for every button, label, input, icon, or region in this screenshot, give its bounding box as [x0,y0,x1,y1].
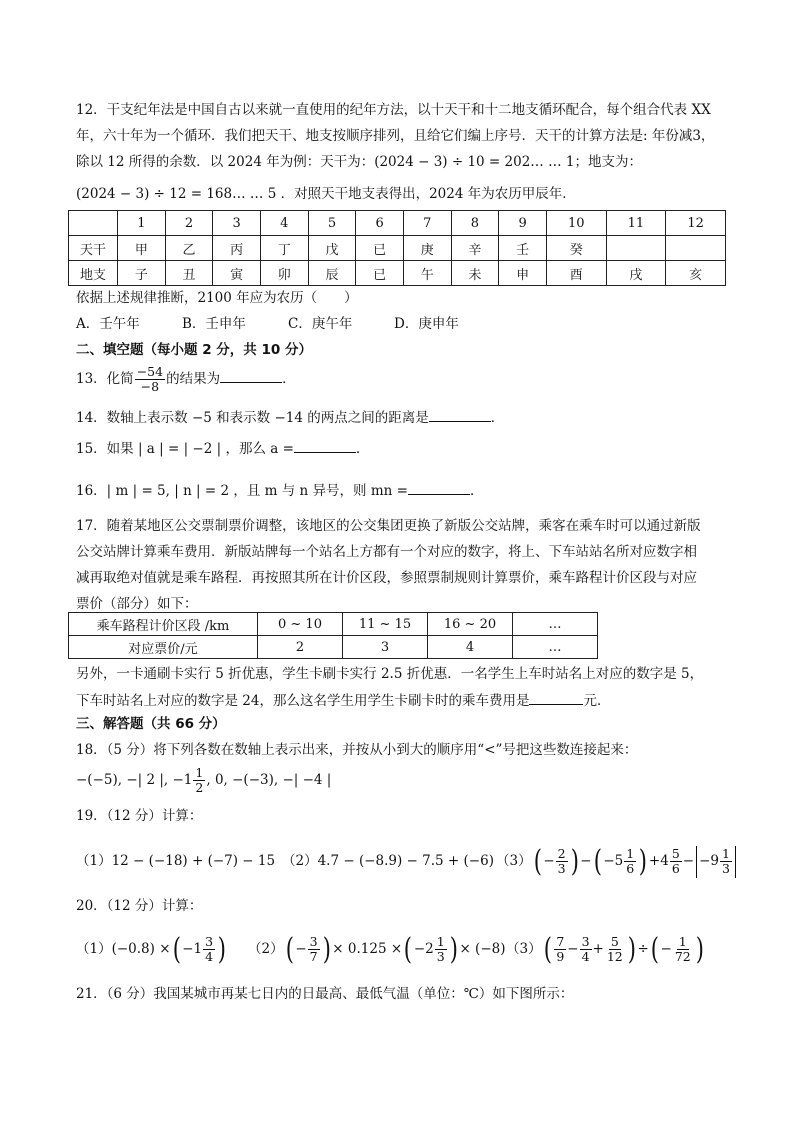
table-cell: 3 [343,636,428,659]
option-b: B．壬申年 [182,316,246,332]
answer-blank[interactable] [408,480,470,495]
part-label: （3） [506,941,542,957]
fraction [580,935,592,964]
table-cell: 未 [451,261,499,286]
table-cell: 9 [499,211,547,236]
table-cell: 对应票价/元 [69,636,258,659]
q17-line6-end: 元． [583,693,611,709]
expr-middle: × 0.125 × [332,941,403,957]
table-cell: 庚 [403,236,451,261]
table-cell: 16 ~ 20 [428,613,513,636]
fraction-denominator: 3 [436,949,445,964]
q19-title: 19．（12 分）计算： [76,808,203,824]
table-cell: 申 [499,261,547,286]
table-cell: 乙 [165,236,213,261]
fraction-denominator: 72 [674,949,691,964]
table-cell [69,211,118,236]
q16-end: ． [469,483,484,499]
fraction-numerator: 1 [678,934,687,949]
q13 [76,364,296,394]
mixed-whole: −1 [182,941,203,957]
fraction-numerator: 7 [556,934,565,949]
fraction [624,847,636,876]
table-cell: 8 [451,211,499,236]
table-cell: 7 [403,211,451,236]
table-cell: 11 ~ 15 [343,613,428,636]
table-cell: 酉 [546,261,606,286]
option-d: D．庚申年 [394,316,459,332]
answer-blank[interactable] [220,368,282,383]
q16 [76,480,483,501]
fraction-numerator: 1 [195,765,204,780]
q14 [76,407,504,428]
section-title-solve: 三、解答题（共 66 分） [76,716,226,732]
q18-expr-part-a: −(−5), −| 2 |, −1 [76,772,193,788]
fraction-denominator: 6 [671,861,680,876]
table-cell [666,236,726,261]
answer-blank[interactable] [529,690,583,705]
q19-part1: （1）12 − (−18) + (−7) − 15 [76,853,276,869]
q13-prefix: 13．化简 [76,371,134,387]
dizhi-row [69,261,726,286]
fare-row-distance [69,613,598,636]
table-cell [606,236,666,261]
table-cell: … [513,636,598,659]
table-cell: 4 [260,211,308,236]
option-a: A．壬午年 [76,316,140,332]
q21-text: 21．（6 分）我国某城市再某七日内的日最高、最低气温（单位：℃）如下图所示： [76,986,574,1002]
table-cell: 乘车路程计价区段 /km [69,613,258,636]
table-cell: … [513,613,598,636]
q17-line2: 公交站牌计算乘车费用．新版站牌每一个站名上方都有一个对应的数字，将上、下车站站名所对应数字相 [76,544,697,560]
table-cell: 已 [356,236,404,261]
q14-end: ． [490,410,505,426]
option-c: C．庚午年 [288,316,353,332]
mixed-whole: +4 [648,853,669,869]
part-label: （2） [248,941,284,957]
q15 [76,438,369,459]
fraction-numerator: 3 [581,934,590,949]
table-cell: 癸 [546,236,606,261]
mixed-whole: −2 [413,941,434,957]
fraction [556,847,568,876]
fraction-denominator: 2 [195,780,204,795]
fraction-denominator: 4 [205,949,214,964]
q12-line4: (2024 − 3) ÷ 12 = 168… … 5 ．对照天干地支表得出，2024 年为农历甲辰年． [76,186,576,202]
q17-line5: 另外，一卡通刷卡实行 5 折优惠，学生卡刷卡实行 2.5 折优惠．一名学生上车时站名上对应的数字是 5， [76,666,704,682]
table-cell: 地支 [69,261,118,286]
fraction-numerator: −54 [136,364,164,379]
answer-blank[interactable] [429,407,491,422]
q12-line1: 12．干支纪年法是中国自古以来就一直使用的纪年方法，以十天干和十二地支循环配合，每个组合代表 XX [76,102,711,118]
q19-part2: （2）4.7 − (−8.9) − 7.5 + (−6) [282,853,494,869]
q18-expr-part-b: , 0, −(−3), −| −4 | [206,772,332,788]
table-cell: 子 [118,261,166,286]
fraction [670,847,682,876]
q20-part2: （2）( − $\frac{3}{7}$ ) × 0.125 ×( −2 $\frac{1}{3}$ ) × (−8) [248,931,506,967]
q13-suffix: 的结果为 [166,371,221,387]
answer-blank[interactable] [294,438,356,453]
fraction-numerator: 2 [557,846,566,861]
ganzhi-table [68,210,726,286]
fraction [308,935,320,964]
table-cell: 丁 [260,236,308,261]
q17-line6 [76,690,610,711]
tiangan-row [69,236,726,261]
fraction [554,935,566,964]
q15-text: 15．如果 | a | = | −2 | ，那么 a = [76,441,294,457]
table-cell: 戌 [606,261,666,286]
table-cell: 1 [118,211,166,236]
mixed-whole: −5 [603,853,624,869]
fraction-numerator: 3 [309,934,318,949]
q17-line6-text: 下车时站名上对应的数字是 24，那么这名学生用学生卡刷卡时的乘车费用是 [76,693,530,709]
q12-line2: 年，六十年为一个循环．我们把天干、地支按顺序排列，且给它们编上序号．天干的计算方法是: 年份减3， [76,128,715,144]
fraction-denominator: 3 [557,861,566,876]
fraction-denominator: 4 [581,949,590,964]
section-title-fill-blank: 二、填空题（每小题 2 分，共 10 分） [76,342,312,358]
table-cell: 6 [356,211,404,236]
fraction-numerator: 5 [671,846,680,861]
fraction-numerator: 1 [626,846,635,861]
q20-part1: （1）(−0.8) ×( −1 $\frac{3}{4}$ ) [76,931,227,967]
fraction-numerator: 5 [610,934,619,949]
q13-end: ． [282,371,296,387]
fraction [673,935,693,964]
ganzhi-header-row [69,211,726,236]
table-cell: 午 [403,261,451,286]
table-cell: 戊 [308,236,356,261]
part-label: （1）(−0.8) × [76,941,171,957]
fraction-numerator: 3 [205,934,214,949]
fraction [435,935,447,964]
q19-part3: （3）( − $\frac{2}{3}$ ) −( −5 $\frac{1}{6}$ ) +4 $\frac{5}{6}$ − −9 $\frac{1}{3}$ [496,844,738,878]
fraction-numerator: 1 [436,934,445,949]
table-cell: 辰 [308,261,356,286]
q14-text: 14．数轴上表示数 −5 和表示数 −14 的两点之间的距离是 [76,410,429,426]
q12-line3: 除以 12 所得的余数．以 2024 年为例：天干为：(2024 − 3) ÷ 10 = 202… … 1；地支为： [76,154,642,170]
fraction-denominator: 3 [721,861,730,876]
table-cell: 卯 [260,261,308,286]
fraction-denominator: 9 [556,949,565,964]
table-cell: 3 [213,211,261,236]
fraction-denominator: 12 [606,949,623,964]
q18-line1: 18．（5 分）将下列各数在数轴上表示出来，并按从小到大的顺序用“<”号把这些数连接起来： [76,742,638,758]
q20-title: 20．（12 分）计算： [76,898,203,914]
mixed-whole: −9 [699,853,719,869]
part-label: （3） [496,853,532,869]
table-cell: 10 [546,211,606,236]
fraction-denominator: 6 [626,861,635,876]
table-cell: 2 [258,636,343,659]
q12-question: 依据上述规律推断，2100 年应为农历（ ） [76,290,358,306]
table-cell: 亥 [666,261,726,286]
fraction [605,935,625,964]
table-cell: 4 [428,636,513,659]
table-cell: 12 [666,211,726,236]
fare-table [68,612,598,659]
q17-line1: 17．随着某地区公交票制票价调整，该地区的公交集团更换了新版公交站牌，乘客在乘车时可以通过新版 [76,518,701,534]
expr-end: × (−8) [459,941,506,957]
q18-fraction [193,766,205,795]
q20-part3: （3）( $\frac{7}{9}$ − $\frac{3}{4}$ + $\frac{5}{12}$ ) ÷( − $\frac{1}{72}$ ) [506,931,704,967]
fraction-denominator: 7 [309,949,318,964]
q16-text: 16．| m | = 5, | n | = 2 ，且 m 与 n 异号，则 mn = [76,483,408,499]
table-cell: 5 [308,211,356,236]
q13-fraction [135,365,165,394]
table-cell: 壬 [499,236,547,261]
table-cell: 2 [165,211,213,236]
table-cell: 辛 [451,236,499,261]
q17-line3: 减再取绝对值就是乘车路程．再按照其所在计价区段，参照票制规则计算票价，乘车路程计价区段与对应 [76,570,697,586]
fraction [720,847,732,876]
table-cell: 11 [606,211,666,236]
table-cell: 寅 [213,261,261,286]
fraction-numerator: 1 [721,846,730,861]
table-cell: 天干 [69,236,118,261]
q17-line4: 票价（部分）如下： [76,596,198,612]
q18-expression [76,764,331,796]
table-cell: 0 ~ 10 [258,613,343,636]
fare-row-price [69,636,598,659]
table-cell: 已 [356,261,404,286]
fraction [203,935,215,964]
fraction-denominator: −8 [140,379,160,394]
table-cell: 丙 [213,236,261,261]
q15-end: ． [355,441,370,457]
table-cell: 甲 [118,236,166,261]
table-cell: 丑 [165,261,213,286]
